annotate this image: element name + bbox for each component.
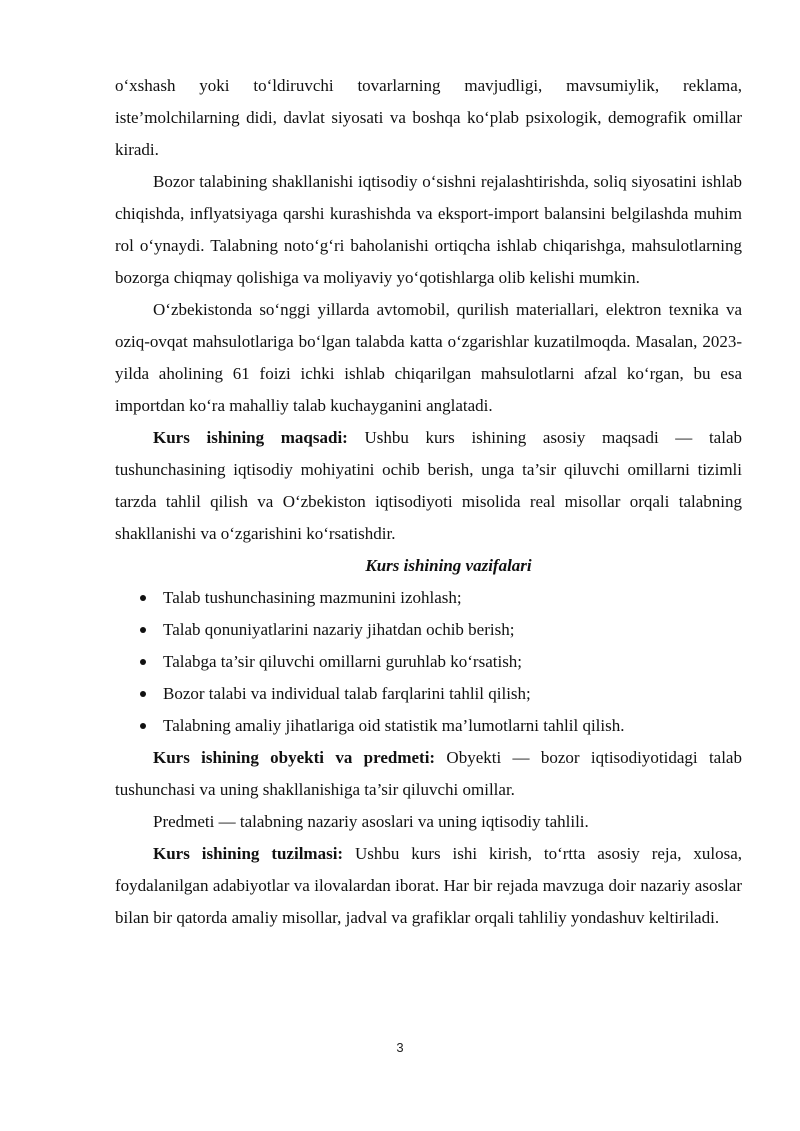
structure-text: Ushbu kurs ishi kirish, to‘rtta asosiy reja, xulosa, foydalanilgan adabiyotlar va ilovalardan iborat. Har bir rejada mavzuga doir nazariy asoslar bilan bir qatorda amaliy misollar, jadval va grafiklar orqali tahliliy yondashuv keltiriladi. xyxy=(115,844,742,927)
paragraph-continuation: o‘xshash yoki to‘ldiruvchi tovarlarning mavjudligi, mavsumiylik, reklama, iste’molchilarning didi, davlat siyosati va boshqa ko‘plab psixologik, demografik omillar kiradi. xyxy=(115,76,742,159)
list-item: Talabning amaliy jihatlariga oid statistik ma’lumotlarni tahlil qilish. xyxy=(139,710,742,742)
paragraph-goal xyxy=(115,422,742,550)
object-text: Obyekti — bozor iqtisodiyotidagi talab tushunchasi va uning shakllanishiga ta’sir qiluvchi omillar. xyxy=(115,748,742,799)
list-item: Bozor talabi va individual talab farqlarini tahlil qilish; xyxy=(139,678,742,710)
list-item: Talab tushunchasining mazmunini izohlash; xyxy=(139,582,742,614)
paragraph-object xyxy=(115,742,742,806)
paragraph-subject: Predmeti — talabning nazariy asoslari va uning iqtisodiy tahlili. xyxy=(153,812,589,831)
paragraph-structure xyxy=(115,838,742,934)
page-number: 3 xyxy=(396,1040,404,1055)
tasks-heading: Kurs ishining vazifalari xyxy=(365,556,532,575)
list-item: Talab qonuniyatlarini nazariy jihatdan ochib berish; xyxy=(139,614,742,646)
paragraph-market-demand: Bozor talabining shakllanishi iqtisodiy o‘sishni rejalashtirishda, soliq siyosatini ishlab chiqishda, inflyatsiyaga qarshi kurashishda va eksport-import balansini belgilashda muhim rol o‘ynaydi. Talabning noto‘g‘ri baholanishi ortiqcha ishlab chiqarishga, mahsulotlarning bozorga chiqmay qolishiga va moliyaviy yo‘qotishlarga olib kelishi mumkin. xyxy=(115,172,742,287)
goal-text: Ushbu kurs ishining asosiy maqsadi — talab tushunchasining iqtisodiy mohiyatini ochib berish, unga ta’sir qiluvchi omillarni tizimli tarzda tahlil qilish va O‘zbekiston iqtisodiyoti misolida real misollar orqali talabning shakllanishi va o‘zgarishini ko‘rsatishdir. xyxy=(115,428,742,543)
tasks-list xyxy=(115,582,742,742)
paragraph-uzbekistan-demand: O‘zbekistonda so‘nggi yillarda avtomobil, qurilish materiallari, elektron texnika va oziq-ovqat mahsulotlariga bo‘lgan talabda katta o‘zgarishlar kuzatilmoqda. Masalan, 2023-yilda aholining 61 foizi ichki ishlab chiqarilgan mahsulotlarni afzal ko‘rgan, bu esa importdan ko‘ra mahalliy talab kuchayganini anglatadi. xyxy=(115,300,742,415)
list-item: Talabga ta’sir qiluvchi omillarni guruhlab ko‘rsatish; xyxy=(139,646,742,678)
object-label: Kurs ishining obyekti va predmeti: xyxy=(153,748,436,767)
document-page xyxy=(115,70,742,934)
goal-label: Kurs ishining maqsadi: xyxy=(153,428,348,447)
structure-label: Kurs ishining tuzilmasi: xyxy=(153,844,344,863)
